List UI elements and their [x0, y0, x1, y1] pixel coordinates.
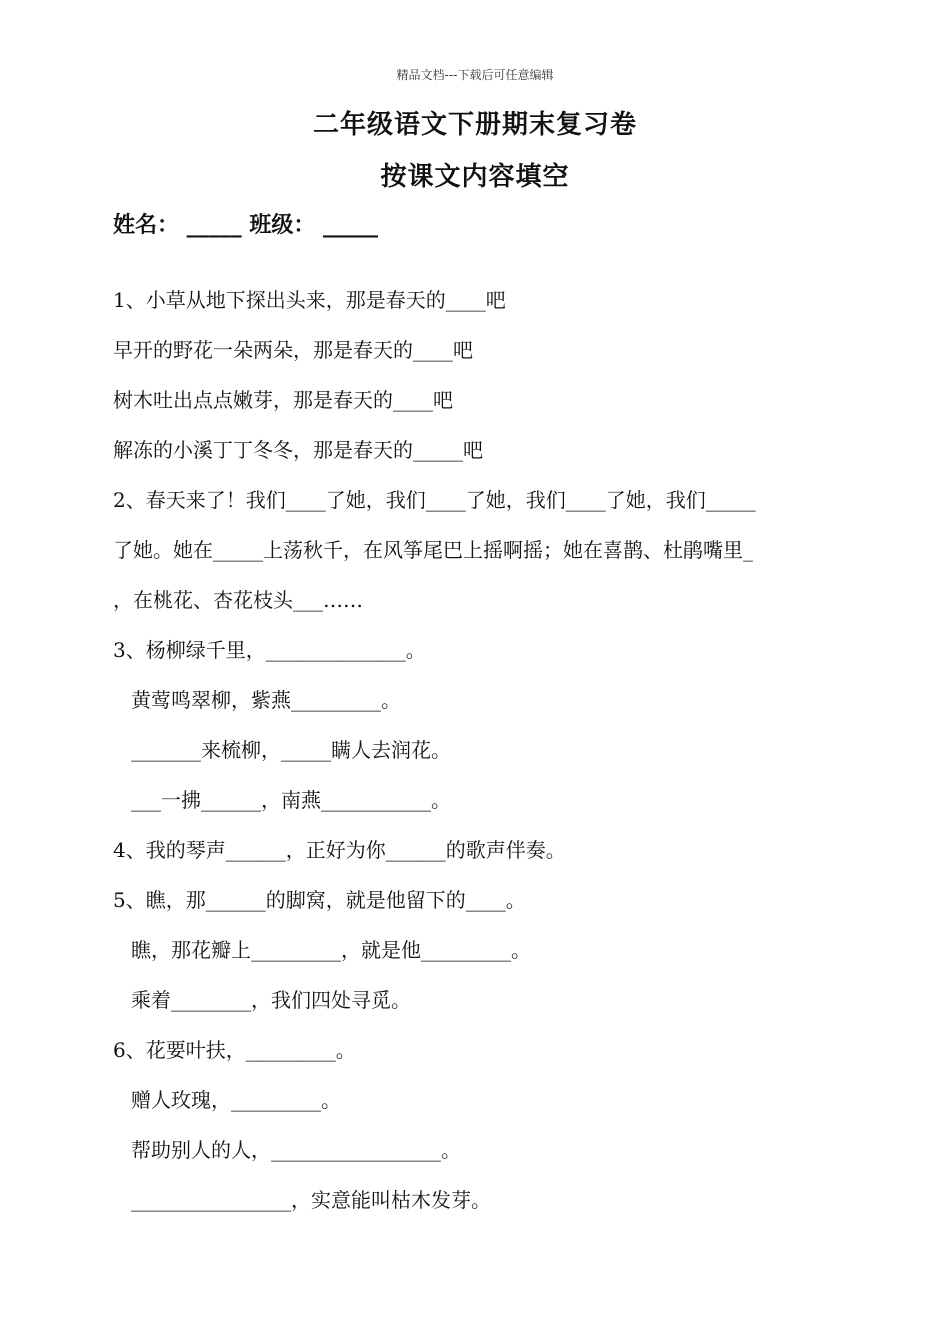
question-line: 瞧，那花瓣上_________，就是他_________。 — [131, 938, 531, 962]
header-note: 精品文档---下载后可任意编辑 — [396, 68, 554, 82]
question-line: 解冻的小溪丁丁冬冬，那是春天的_____吧 — [113, 438, 483, 462]
question-line: ，在桃花、杏花枝头___…… — [113, 588, 363, 612]
question-line: 5、瞧，那______的脚窝，就是他留下的____。 — [113, 888, 526, 912]
question-line: 树木吐出点点嫩芽，那是春天的____吧 — [113, 388, 453, 412]
question-line: 黄莺鸣翠柳，紫燕_________。 — [131, 688, 401, 712]
question-line: 3、杨柳绿千里，______________。 — [113, 638, 426, 662]
question-line: 2、春天来了！我们____了她，我们____了她，我们____了她，我们_____ — [113, 488, 756, 512]
question-line: 乘着________，我们四处寻觅。 — [131, 988, 411, 1012]
question-line: 了她。她在_____上荡秋千，在风筝尾巴上摇啊摇；她在喜鹊、杜鹃嘴里_ — [113, 538, 753, 562]
question-line: 6、花要叶扶，_________。 — [113, 1038, 356, 1062]
question-line: 早开的野花一朵两朵，那是春天的____吧 — [113, 338, 473, 362]
page-subtitle: 按课文内容填空 — [380, 162, 570, 192]
question-line: 赠人玫瑰，_________。 — [131, 1088, 341, 1112]
page-title: 二年级语文下册期末复习卷 — [312, 110, 637, 140]
question-line: _______来梳柳，_____瞒人去润花。 — [131, 738, 451, 762]
question-line: ________________，实意能叫枯木发芽。 — [131, 1188, 491, 1212]
question-line: 1、小草从地下探出头来，那是春天的____吧 — [113, 288, 506, 312]
question-line: 帮助别人的人，_________________。 — [131, 1138, 461, 1162]
question-line: ___一拂______，南燕___________。 — [131, 788, 451, 812]
student-info-line: 姓名： _____ 班级： _____ — [113, 212, 378, 238]
question-line: 4、我的琴声______，正好为你______的歌声伴奏。 — [113, 838, 566, 862]
